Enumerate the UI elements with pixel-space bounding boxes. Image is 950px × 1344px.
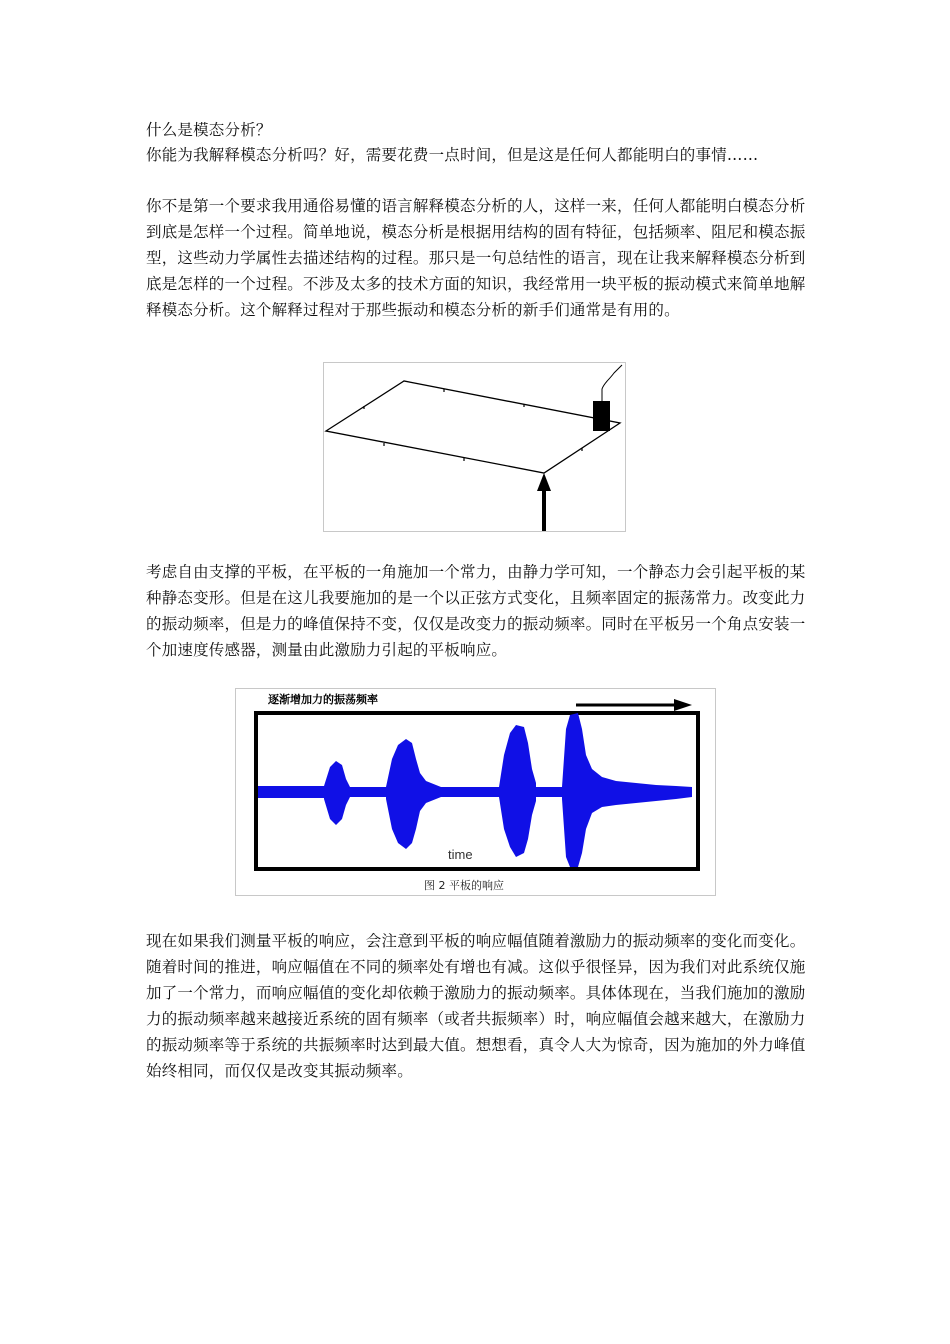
intro-paragraph: 你能为我解释模态分析吗？好，需要花费一点时间，但是这是任何人都能明白的事情……: [146, 146, 759, 164]
plate-edge-ticks: [364, 389, 582, 461]
frequency-increase-label: 逐渐增加力的振荡频率: [268, 693, 378, 706]
accelerometer-sensor: [593, 401, 610, 431]
plate-diagram-figure: [323, 362, 626, 532]
time-axis-label: time: [448, 847, 473, 862]
body-paragraph-2: 考虑自由支撑的平板，在平板的一角施加一个常力，由静力学可知，一个静态力会引起平板的某种静态变形。但是在这儿我要施加的是一个以正弦方式变化，且频率固定的振荡常力。改变此力的振动频率，但是力的峰值保持不变，仅仅是改变力的振动频率。同时在平板另一个角点安装一个加速度传感器，测量由此激励力引起的平板响应。: [146, 563, 806, 659]
response-chart-svg: [236, 689, 717, 897]
frequency-arrow-head: [674, 699, 692, 711]
plate-diagram-svg: [324, 363, 627, 533]
plate-outline: [326, 381, 620, 473]
body-paragraph-1: 你不是第一个要求我用通俗易懂的语言解释模态分析的人，这样一来，任何人都能明白模态分析到底是怎样一个过程。简单地说，模态分析是根据用结构的固有特征，包括频率、阻尼和模态振型，这些动力学属性去描述结构的过程。那只是一句总结性的语言，现在让我来解释模态分析到底是怎样的一个过程。不涉及太多的技术方面的知识，我经常用一块平板的振动模式来简单地解释模态分析。这个解释过程对于那些振动和模态分析的新手们通常是有用的。: [146, 197, 806, 319]
response-signal: [258, 713, 692, 867]
body-paragraph-3: 现在如果我们测量平板的响应，会注意到平板的响应幅值随着激励力的振动频率的变化而变化。随着时间的推进，响应幅值在不同的频率处有增也有减。这似乎很怪异，因为我们对此系统仅施加了一个常力，而响应幅值的变化却依赖于激励力的振动频率。具体体现在，当我们施加的激励力的振动频率越来越接近系统的固有频率（或者共振频率）时，响应幅值会越来越大，在激励力的振动频率等于系统的共振频率时达到最大值。想想看，真令人大为惊奇，因为施加的外力峰值始终相同，而仅仅是改变其振动频率。: [146, 932, 806, 1080]
sensor-cable: [602, 365, 622, 401]
force-arrow-head: [537, 473, 551, 491]
document-title: 什么是模态分析？: [146, 121, 272, 139]
figure-2-caption: 图 2 平板的响应: [424, 879, 504, 892]
plate-response-figure: [235, 688, 716, 896]
